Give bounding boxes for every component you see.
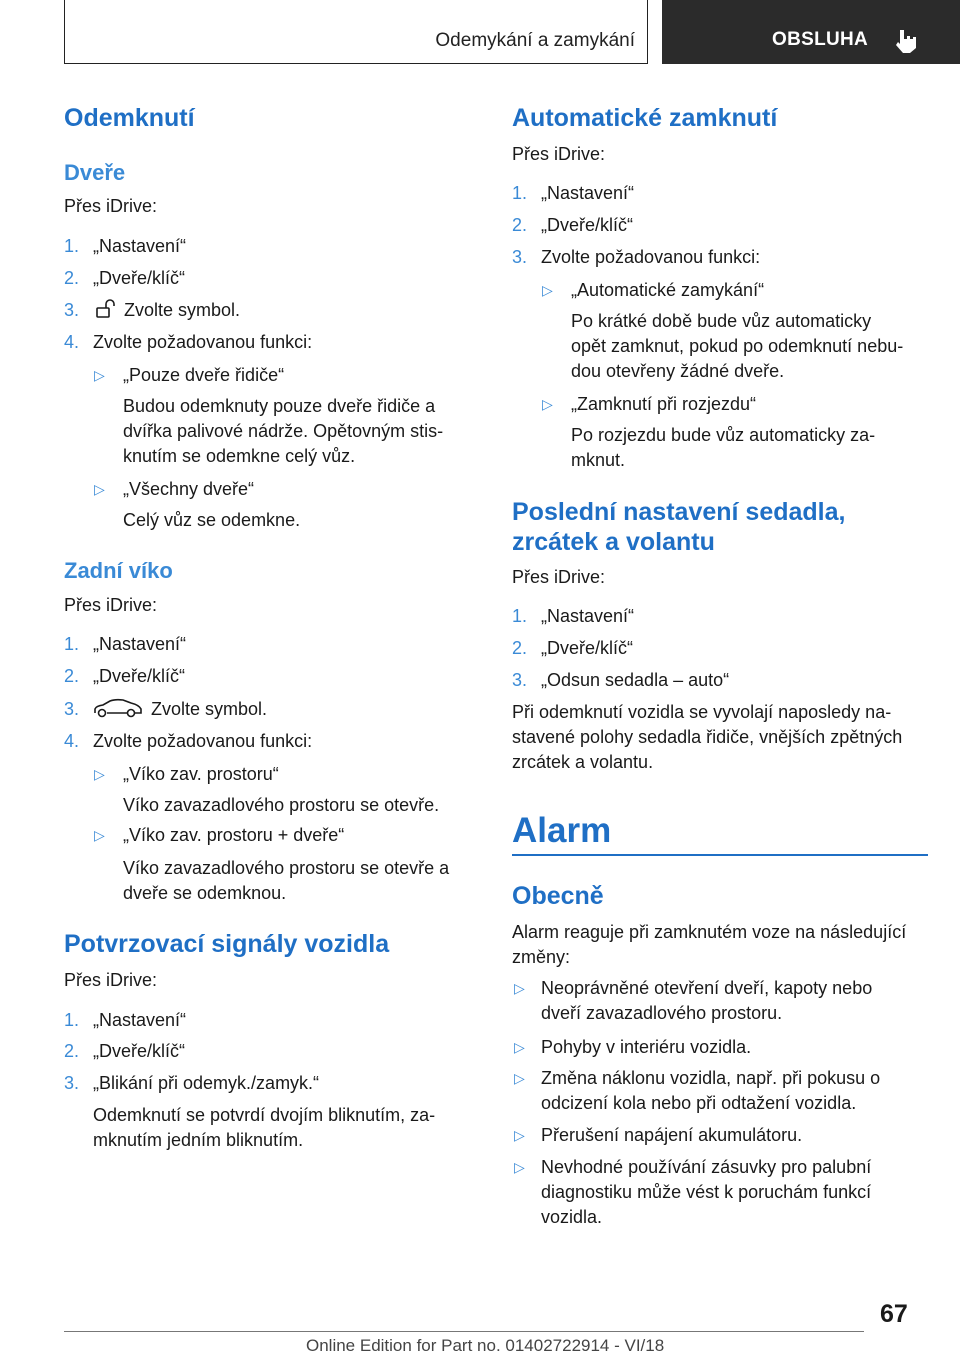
option-title: „Všechny dveře“ <box>123 479 255 499</box>
step-number: 3. <box>512 670 528 690</box>
step-text: „Nastavení“ <box>93 634 187 654</box>
list-item: vozidla. <box>541 1207 603 1227</box>
step-text: Zvolte požadovanou funkci: <box>93 332 313 352</box>
step-text: Zvolte symbol. <box>151 699 268 719</box>
subsection-title-general: Obecně <box>512 882 604 910</box>
header-section-box <box>64 0 648 64</box>
option-bullet-icon: ▷ <box>94 766 105 782</box>
step-text: „Odsun sedadla – auto“ <box>541 670 730 690</box>
step-number: 2. <box>512 638 528 658</box>
step-number: 3. <box>64 699 80 719</box>
list-item: Neoprávněné otevření dveří, kapoty nebo <box>541 978 873 998</box>
via-idrive: Přes iDrive: <box>512 567 606 587</box>
step-text: „Dveře/klíč“ <box>541 638 634 658</box>
step-text: „Nastavení“ <box>541 606 635 626</box>
option-text: dvířka palivové nádrže. Opětovným stis- <box>123 421 444 441</box>
option-text: Budou odemknuty pouze dveře řidiče a <box>123 396 436 416</box>
option-title: „Zamknutí při rozjezdu“ <box>571 394 757 414</box>
step-description: mknutím jedním bliknutím. <box>93 1130 304 1150</box>
step-number: 4. <box>64 731 80 751</box>
section-title-memory: Poslední nastavení sedadla, <box>512 498 846 526</box>
option-bullet-icon: ▷ <box>94 827 105 843</box>
section-title-signals: Potvrzovací signály vozidla <box>64 930 390 958</box>
step-text: Zvolte požadovanou funkci: <box>541 247 761 267</box>
step-number: 2. <box>512 215 528 235</box>
subsection-title-tailgate: Zadní víko <box>64 558 173 583</box>
via-idrive: Přes iDrive: <box>512 144 606 164</box>
paragraph: Při odemknutí vozidla se vyvolají naposledy na- <box>512 702 892 722</box>
step-text: „Nastavení“ <box>541 183 635 203</box>
list-item: Přerušení napájení akumulátoru. <box>541 1125 803 1145</box>
list-bullet-icon: ▷ <box>514 1039 525 1055</box>
header-section-title: Odemykání a zamykání <box>435 30 635 51</box>
paragraph: zrcátek a volantu. <box>512 752 654 772</box>
list-item: Pohyby v interiéru vozidla. <box>541 1037 752 1057</box>
chapter-rule <box>512 854 928 856</box>
option-text: Po rozjezdu bude vůz automaticky za- <box>571 425 876 445</box>
unlock-icon <box>95 299 117 319</box>
option-bullet-icon: ▷ <box>94 481 105 497</box>
option-title: „Automatické zamykání“ <box>571 280 765 300</box>
option-text: Víko zavazadlového prostoru se otevře a <box>123 858 450 878</box>
step-number: 1. <box>512 606 528 626</box>
section-title-unlocking: Odemknutí <box>64 104 195 132</box>
footer-rule <box>64 1331 864 1332</box>
paragraph: stavené polohy sedadla řidiče, vnějších zpětných <box>512 727 903 747</box>
paragraph: změny: <box>512 947 571 967</box>
step-number: 2. <box>64 666 80 686</box>
list-item: Nevhodné používání zásuvky pro palubní <box>541 1157 872 1177</box>
option-bullet-icon: ▷ <box>542 396 553 412</box>
subsection-title-doors: Dveře <box>64 160 126 185</box>
step-number: 4. <box>64 332 80 352</box>
step-text: Zvolte požadovanou funkci: <box>93 731 313 751</box>
header-chapter-title: OBSLUHA <box>772 29 869 50</box>
step-text: „Nastavení“ <box>93 1010 187 1030</box>
step-text: „Dveře/klíč“ <box>93 268 186 288</box>
step-text: Zvolte symbol. <box>124 300 241 320</box>
option-text: mknut. <box>571 450 626 470</box>
step-number: 2. <box>64 1041 80 1061</box>
section-title-memory-2: zrcátek a volantu <box>512 528 715 556</box>
step-text: „Dveře/klíč“ <box>93 666 186 686</box>
step-description: Odemknutí se potvrdí dvojím bliknutím, za- <box>93 1105 436 1125</box>
car-icon <box>93 698 143 720</box>
option-title: „Víko zav. prostoru“ <box>123 764 279 784</box>
list-bullet-icon: ▷ <box>514 1127 525 1143</box>
option-title: „Pouze dveře řidiče“ <box>123 365 285 385</box>
step-number: 3. <box>512 247 528 267</box>
option-text: Po krátké době bude vůz automaticky <box>571 311 872 331</box>
paragraph: Alarm reaguje při zamknutém voze na následující <box>512 922 907 942</box>
via-idrive: Přes iDrive: <box>64 595 158 615</box>
list-bullet-icon: ▷ <box>514 1159 525 1175</box>
page-number: 67 <box>880 1300 908 1328</box>
edition-note: Online Edition for Part no. 01402722914 - VI/18 <box>306 1336 665 1355</box>
header-chapter-box <box>662 0 960 64</box>
list-item: diagnostiku může vést k poruchám funkcí <box>541 1182 872 1202</box>
list-bullet-icon: ▷ <box>514 980 525 996</box>
step-number: 1. <box>64 1010 80 1030</box>
step-number: 1. <box>64 236 80 256</box>
hand-pointer-icon <box>894 26 920 54</box>
option-text: opět zamknut, pokud po odemknutí nebu- <box>571 336 904 356</box>
option-text: Celý vůz se odemkne. <box>123 510 301 530</box>
step-number: 3. <box>64 1073 80 1093</box>
list-item: Změna náklonu vozidla, např. při pokusu o <box>541 1068 881 1088</box>
section-title-autolock: Automatické zamknutí <box>512 104 778 132</box>
step-number: 2. <box>64 268 80 288</box>
list-bullet-icon: ▷ <box>514 1070 525 1086</box>
step-number: 1. <box>64 634 80 654</box>
step-text: „Dveře/klíč“ <box>541 215 634 235</box>
via-idrive: Přes iDrive: <box>64 970 158 990</box>
step-text: „Blikání při odemyk./zamyk.“ <box>93 1073 320 1093</box>
step-text: „Dveře/klíč“ <box>93 1041 186 1061</box>
option-text: knutím se odemkne celý vůz. <box>123 446 356 466</box>
list-item: odcizení kola nebo při odtažení vozidla. <box>541 1093 857 1113</box>
option-text: dou otevřeny žádné dveře. <box>571 361 785 381</box>
option-text: Víko zavazadlového prostoru se otevře. <box>123 795 440 815</box>
option-bullet-icon: ▷ <box>542 282 553 298</box>
option-text: dveře se odemknou. <box>123 883 287 903</box>
step-number: 1. <box>512 183 528 203</box>
option-title: „Víko zav. prostoru + dveře“ <box>123 825 345 845</box>
step-number: 3. <box>64 300 80 320</box>
step-text: „Nastavení“ <box>93 236 187 256</box>
list-item: dveří zavazadlového prostoru. <box>541 1003 783 1023</box>
via-idrive: Přes iDrive: <box>64 196 158 216</box>
option-bullet-icon: ▷ <box>94 367 105 383</box>
chapter-title-alarm: Alarm <box>512 811 612 850</box>
